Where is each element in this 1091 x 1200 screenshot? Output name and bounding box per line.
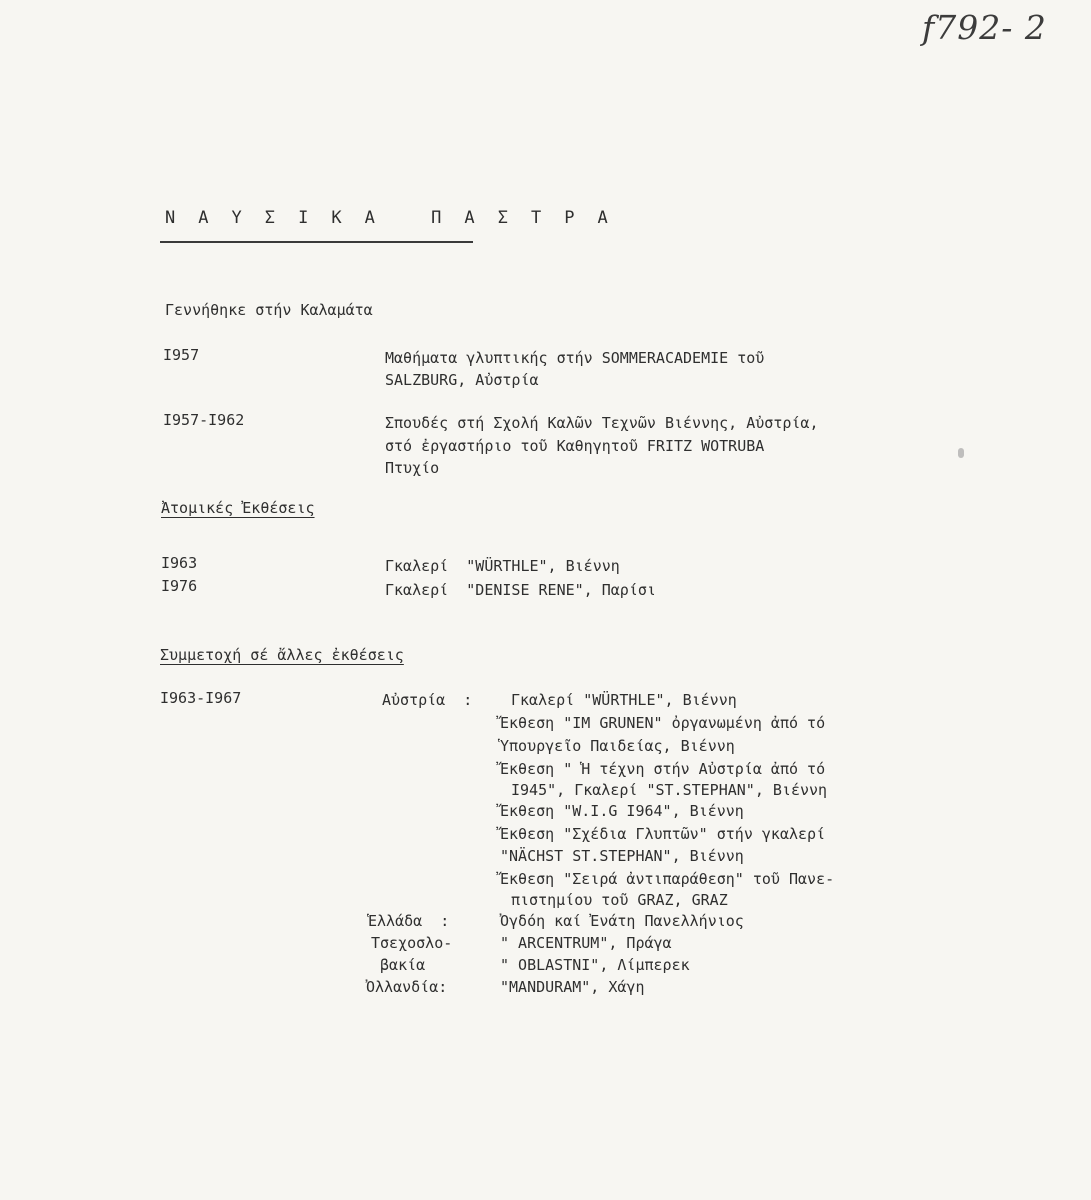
education-year-1: I957 <box>163 346 200 364</box>
country-greece: Ἑλλάδα : <box>368 912 450 930</box>
solo-text-2: Γκαλερί "DENISE RENE", Παρίσι <box>385 581 656 599</box>
birthplace-line: Γεννήθηκε στήν Καλαμάτα <box>165 301 373 319</box>
austria-line-6: Ἔκθεση "W.I.G I964", Βιέννη <box>500 802 744 820</box>
greece-text: Ὀγδόη καί Ἐνάτη Πανελλήνιος <box>500 912 744 930</box>
czecho-text-2: " OBLASTNI", Λίμπερεκ <box>500 956 690 974</box>
education-text-2b: στό ἐργαστήριο τοῦ Καθηγητοῦ FRITZ WOTRUBA <box>385 437 765 455</box>
austria-line-3: Ὑπουργεῖο Παιδείας, Βιέννη <box>500 737 735 755</box>
country-netherlands: Ὀλλανδία: <box>366 978 448 996</box>
country-czecho-2: βακία <box>371 956 426 974</box>
austria-line-10: πιστημίου τοῦ GRAZ, GRAZ <box>511 891 728 909</box>
paper-speck <box>958 448 964 458</box>
austria-line-7: Ἔκθεση "Σχέδια Γλυπτῶν" στήν γκαλερί <box>500 825 826 843</box>
czecho-text-1: " ARCENTRUM", Πράγα <box>500 934 672 952</box>
solo-year-2: I976 <box>161 577 198 595</box>
austria-line-4: Ἔκθεση " Ἡ τέχνη στήν Αὐστρία ἀπό τό <box>500 760 826 778</box>
austria-line-2: Ἔκθεση "IM GRUNEN" ὀργανωμένη ἀπό τό <box>500 714 826 732</box>
education-text-2c: Πτυχίο <box>385 459 440 477</box>
education-text-2a: Σπουδές στή Σχολή Καλῶν Τεχνῶν Βιέννης, Αὐστρία, <box>385 414 819 432</box>
education-year-2: I957-I962 <box>163 411 245 429</box>
title-underline <box>160 241 473 243</box>
netherlands-text: "MANDURAM", Χάγη <box>500 978 645 996</box>
solo-year-1: I963 <box>161 554 198 572</box>
austria-line-1: Γκαλερί "WÜRTHLE", Βιέννη <box>511 691 737 709</box>
group-country-austria: Αὐστρία : <box>382 691 473 709</box>
solo-text-1: Γκαλερί "WÜRTHLE", Βιέννη <box>385 557 620 575</box>
archive-reference-number: f792- 2 <box>922 8 1047 47</box>
austria-line-8: "NÄCHST ST.STEPHAN", Βιέννη <box>500 847 744 865</box>
austria-line-9: Ἔκθεση "Σειρά ἀντιπαράθεση" τοῦ Πανε- <box>500 870 835 888</box>
education-text-1a: Μαθήματα γλυπτικής στήν SOMMERACADEMIE τοῦ <box>385 349 765 367</box>
country-czecho-1: Τσεχοσλο- <box>371 934 453 952</box>
austria-line-5: I945", Γκαλερί "ST.STEPHAN", Βιέννη <box>511 781 828 799</box>
solo-exhibitions-heading: Ἀτομικές Ἐκθέσεις <box>161 499 315 517</box>
page-title: Ν Α Υ Σ Ι Κ Α Π Α Σ Τ Ρ Α <box>165 208 615 228</box>
group-exhibitions-heading: Συμμετοχή σέ ἄλλες ἐκθέσεις <box>160 646 404 664</box>
education-text-1b: SALZBURG, Αὐστρία <box>385 371 539 389</box>
group-years: I963-I967 <box>160 689 242 707</box>
